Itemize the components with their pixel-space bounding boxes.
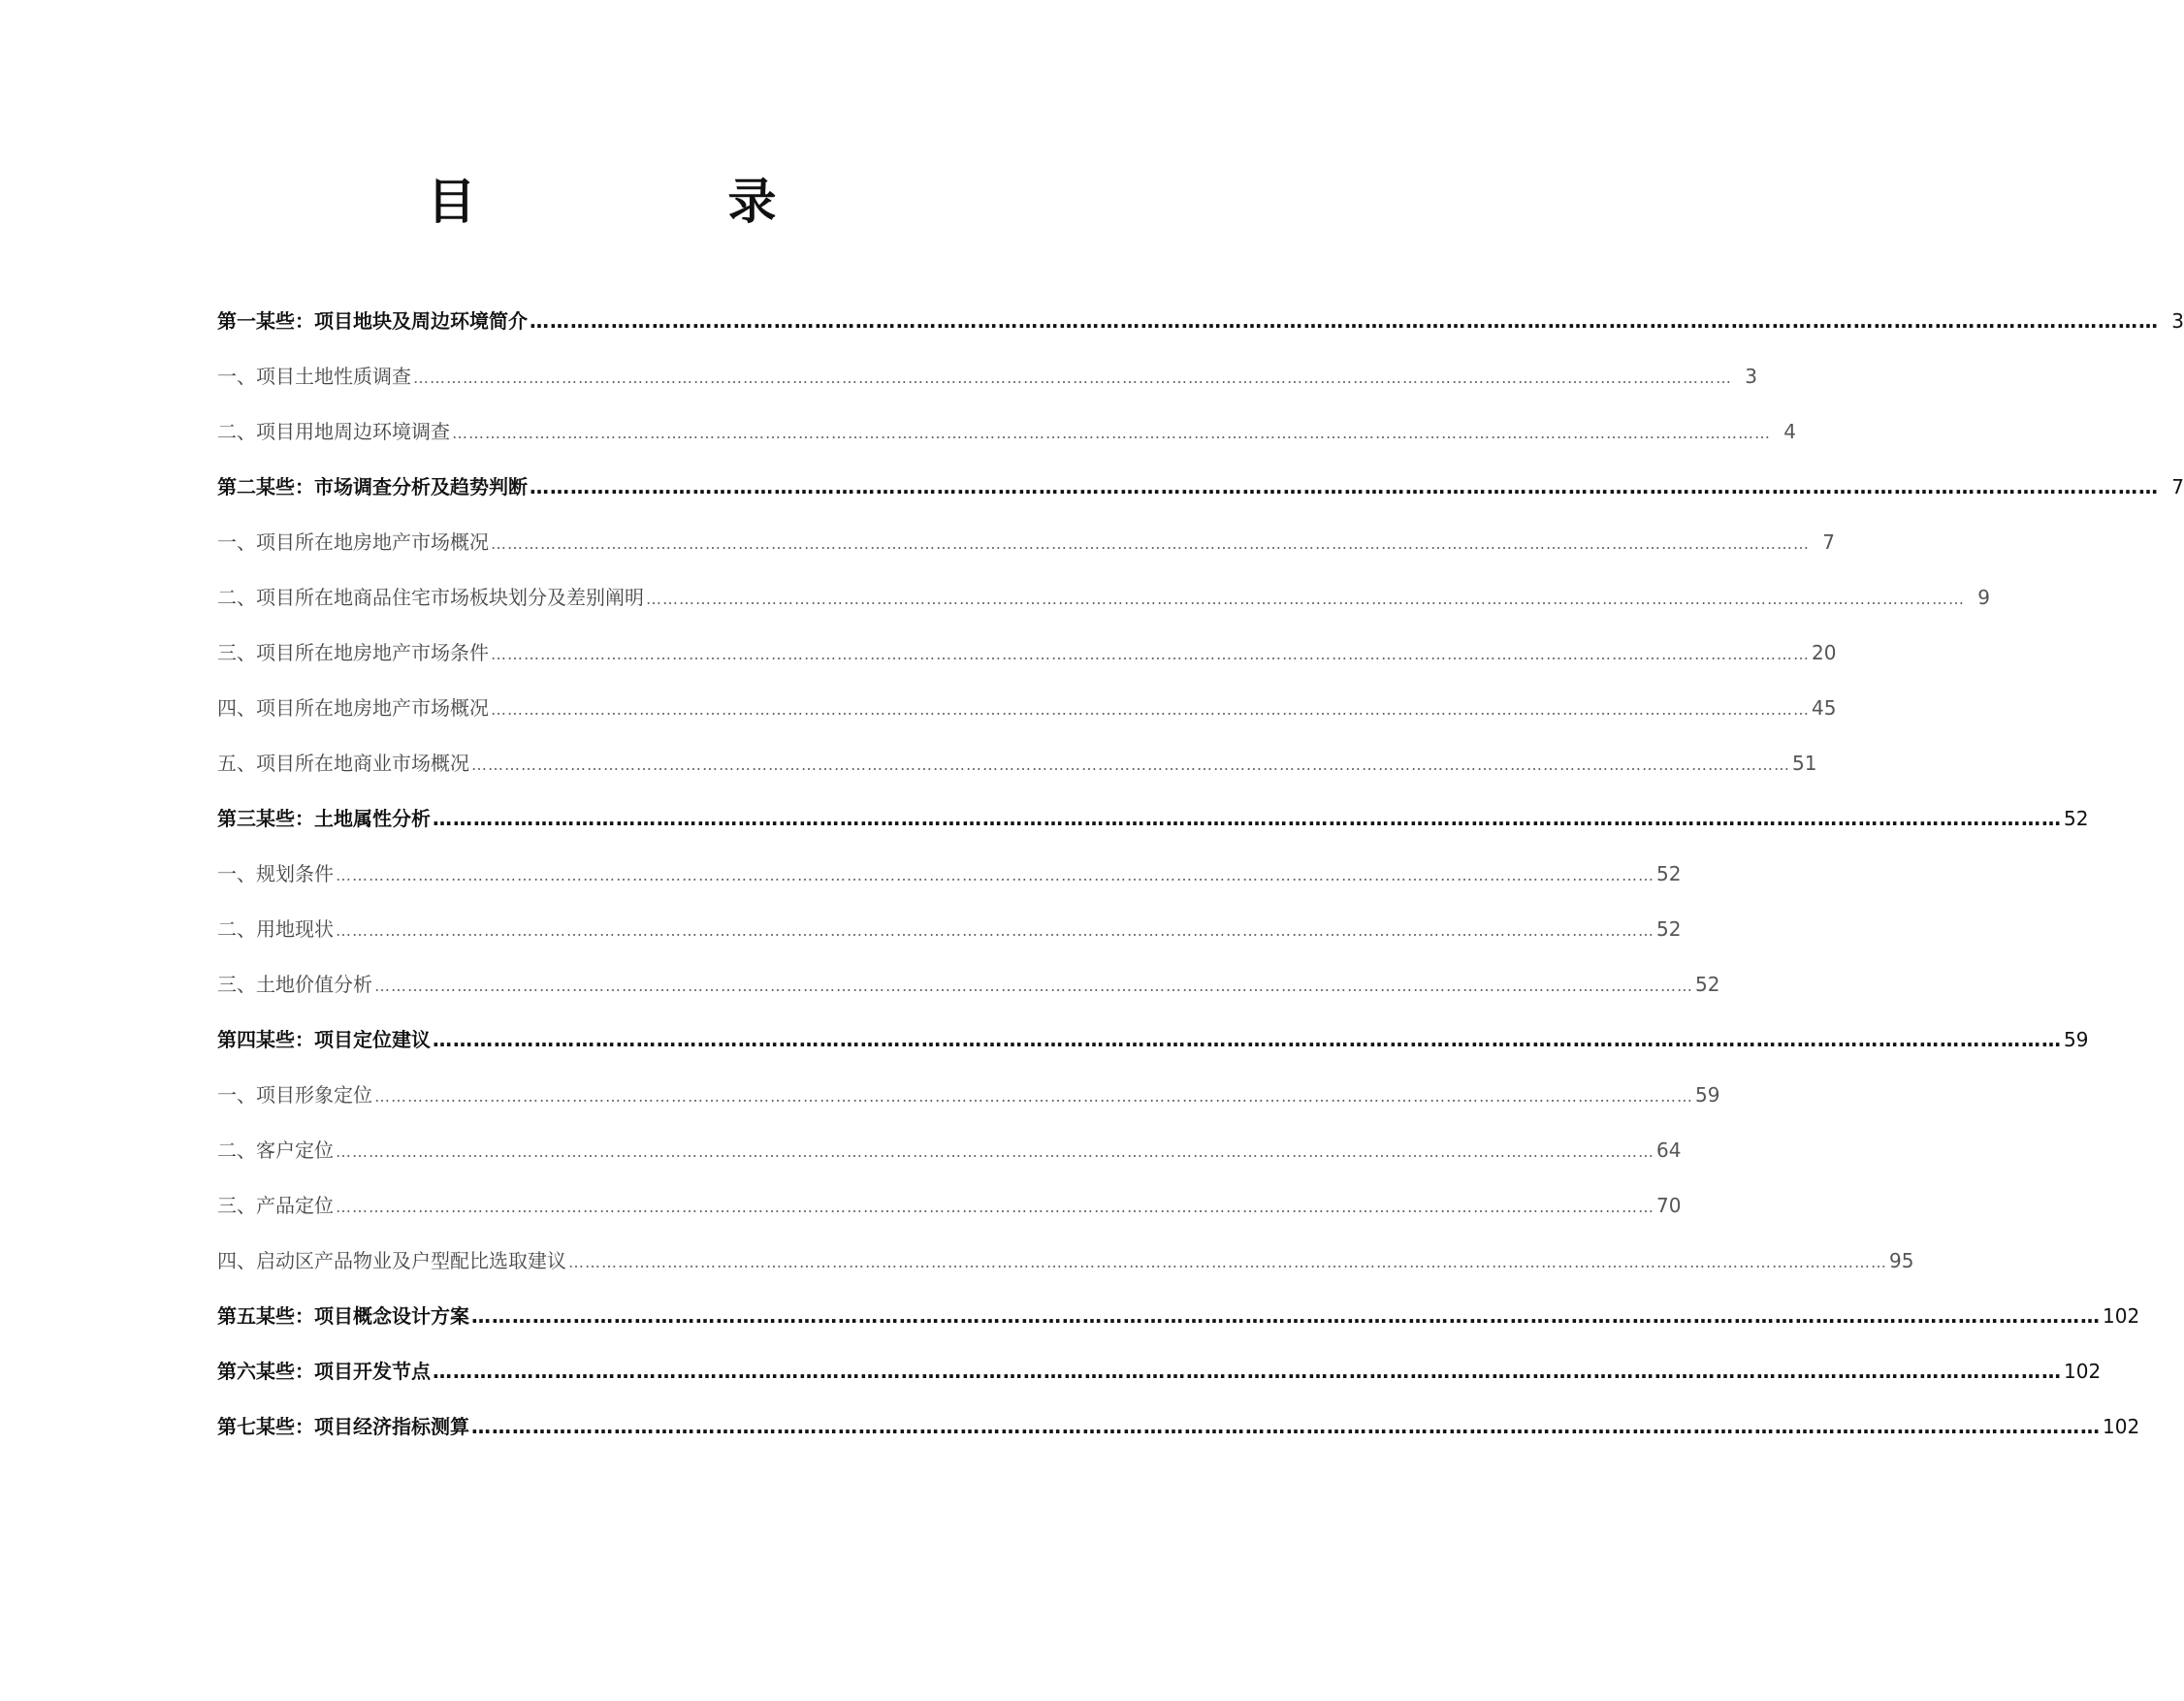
toc-entry-label: 二、项目所在地商品住宅市场板块划分及差别阐明 xyxy=(217,586,644,609)
toc-dot-leader: …………………………………………………………………………………………………………………………………………………………………………………………………………………… xyxy=(471,755,1790,774)
toc-section-entry[interactable] xyxy=(217,1244,1914,1300)
toc-page-number: 7 xyxy=(2171,475,2184,498)
toc-page-number: 45 xyxy=(1812,696,1837,720)
toc-dot-leader: …………………………………………………………………………………………………………………………………………………………………………………………………………………… xyxy=(491,534,1810,553)
toc-page-number: 20 xyxy=(1812,641,1837,664)
toc-chapter-entry[interactable] xyxy=(217,1023,2089,1078)
toc-entry-label: 二、客户定位 xyxy=(217,1139,334,1162)
toc-dot-leader: …………………………………………………………………………………………………………………………………………………………………………………………………………………… xyxy=(471,1415,2101,1438)
toc-section-entry[interactable] xyxy=(217,913,1682,968)
toc-chapter-entry[interactable] xyxy=(217,470,2184,526)
toc-section-entry[interactable] xyxy=(217,968,1720,1023)
toc-chapter-entry[interactable] xyxy=(217,305,2184,360)
toc-page-number: 9 xyxy=(1977,586,1990,609)
toc-page-number: 51 xyxy=(1792,752,1817,775)
toc-page-number: 59 xyxy=(1695,1083,1720,1107)
toc-dot-leader: …………………………………………………………………………………………………………………………………………………………………………………………………………………… xyxy=(491,700,1810,719)
toc-chapter-entry[interactable] xyxy=(217,1300,2140,1355)
toc-entry-label: 第三某些：土地属性分析 xyxy=(217,807,431,830)
toc-entry-label: 一、项目所在地房地产市场概况 xyxy=(217,530,489,554)
toc-section-entry[interactable] xyxy=(217,415,1796,470)
toc-section-entry[interactable] xyxy=(217,747,1817,802)
toc-chapter-entry[interactable] xyxy=(217,802,2089,857)
toc-dot-leader: …………………………………………………………………………………………………………………………………………………………………………………………………………………… xyxy=(413,369,1732,387)
toc-entry-label: 五、项目所在地商业市场概况 xyxy=(217,752,469,775)
toc-page-number: 70 xyxy=(1656,1194,1682,1217)
toc-entry-label: 第六某些：项目开发节点 xyxy=(217,1360,431,1383)
toc-dot-leader: …………………………………………………………………………………………………………………………………………………………………………………………………………………… xyxy=(336,1198,1654,1216)
toc-dot-leader: …………………………………………………………………………………………………………………………………………………………………………………………………………………… xyxy=(452,424,1771,442)
toc-page-number: 7 xyxy=(1822,530,1835,554)
toc-entry-label: 三、土地价值分析 xyxy=(217,973,372,996)
toc-dot-leader: …………………………………………………………………………………………………………………………………………………………………………………………………………………… xyxy=(568,1253,1887,1271)
toc-page-number: 59 xyxy=(2064,1028,2089,1051)
toc-page-number: 102 xyxy=(2103,1415,2140,1438)
toc-dot-leader: …………………………………………………………………………………………………………………………………………………………………………………………………………………… xyxy=(471,1304,2101,1328)
toc-section-entry[interactable] xyxy=(217,636,1837,691)
toc-dot-leader: …………………………………………………………………………………………………………………………………………………………………………………………………………………… xyxy=(336,1142,1654,1161)
toc-dot-leader: …………………………………………………………………………………………………………………………………………………………………………………………………………………… xyxy=(646,590,1965,608)
toc-page-number: 4 xyxy=(1783,420,1796,443)
toc-page-number: 52 xyxy=(1656,917,1682,941)
toc-dot-leader: …………………………………………………………………………………………………………………………………………………………………………………………………………………… xyxy=(491,645,1810,663)
toc-section-entry[interactable] xyxy=(217,1134,1682,1189)
toc-dot-leader: …………………………………………………………………………………………………………………………………………………………………………………………………………………… xyxy=(530,475,2159,498)
toc-chapter-entry[interactable] xyxy=(217,1355,2102,1410)
toc-dot-leader: …………………………………………………………………………………………………………………………………………………………………………………………………………………… xyxy=(433,1360,2062,1383)
toc-page-number: 3 xyxy=(1745,365,1757,388)
toc-dot-leader: …………………………………………………………………………………………………………………………………………………………………………………………………………………… xyxy=(530,309,2159,333)
toc-entry-label: 第二某些：市场调查分析及趋势判断 xyxy=(217,475,528,498)
table-of-contents xyxy=(217,305,2184,1465)
toc-dot-leader: …………………………………………………………………………………………………………………………………………………………………………………………………………………… xyxy=(336,866,1654,884)
toc-entry-label: 一、项目形象定位 xyxy=(217,1083,372,1107)
toc-entry-label: 第四某些：项目定位建议 xyxy=(217,1028,431,1051)
toc-dot-leader: …………………………………………………………………………………………………………………………………………………………………………………………………………………… xyxy=(336,921,1654,940)
toc-section-entry[interactable] xyxy=(217,581,1990,636)
toc-entry-label: 四、启动区产品物业及户型配比选取建议 xyxy=(217,1249,566,1272)
toc-chapter-entry[interactable] xyxy=(217,1410,2140,1465)
toc-page-number: 64 xyxy=(1656,1139,1682,1162)
toc-section-entry[interactable] xyxy=(217,360,1757,415)
toc-page-number: 52 xyxy=(1656,862,1682,885)
toc-entry-label: 第七某些：项目经济指标测算 xyxy=(217,1415,469,1438)
toc-section-entry[interactable] xyxy=(217,691,1837,747)
toc-entry-label: 第五某些：项目概念设计方案 xyxy=(217,1304,469,1328)
toc-page-number: 52 xyxy=(2064,807,2089,830)
toc-entry-label: 二、用地现状 xyxy=(217,917,334,941)
toc-section-entry[interactable] xyxy=(217,1078,1720,1134)
toc-page-number: 3 xyxy=(2171,309,2184,333)
toc-dot-leader: …………………………………………………………………………………………………………………………………………………………………………………………………………………… xyxy=(433,1028,2062,1051)
toc-page-number: 52 xyxy=(1695,973,1720,996)
toc-page-number: 95 xyxy=(1889,1249,1914,1272)
toc-page-number: 102 xyxy=(2103,1304,2140,1328)
toc-entry-label: 一、规划条件 xyxy=(217,862,334,885)
toc-entry-label: 三、产品定位 xyxy=(217,1194,334,1217)
toc-dot-leader: …………………………………………………………………………………………………………………………………………………………………………………………………………………… xyxy=(433,807,2062,830)
toc-section-entry[interactable] xyxy=(217,857,1682,913)
toc-entry-label: 一、项目土地性质调查 xyxy=(217,365,411,388)
page-title: 目 录 xyxy=(427,173,879,230)
toc-dot-leader: …………………………………………………………………………………………………………………………………………………………………………………………………………………… xyxy=(374,977,1693,995)
toc-section-entry[interactable] xyxy=(217,1189,1682,1244)
toc-entry-label: 四、项目所在地房地产市场概况 xyxy=(217,696,489,720)
toc-entry-label: 三、项目所在地房地产市场条件 xyxy=(217,641,489,664)
toc-dot-leader: …………………………………………………………………………………………………………………………………………………………………………………………………………………… xyxy=(374,1087,1693,1106)
toc-entry-label: 二、项目用地周边环境调查 xyxy=(217,420,450,443)
toc-page-number: 102 xyxy=(2064,1360,2102,1383)
toc-entry-label: 第一某些：项目地块及周边环境简介 xyxy=(217,309,528,333)
toc-section-entry[interactable] xyxy=(217,526,1835,581)
